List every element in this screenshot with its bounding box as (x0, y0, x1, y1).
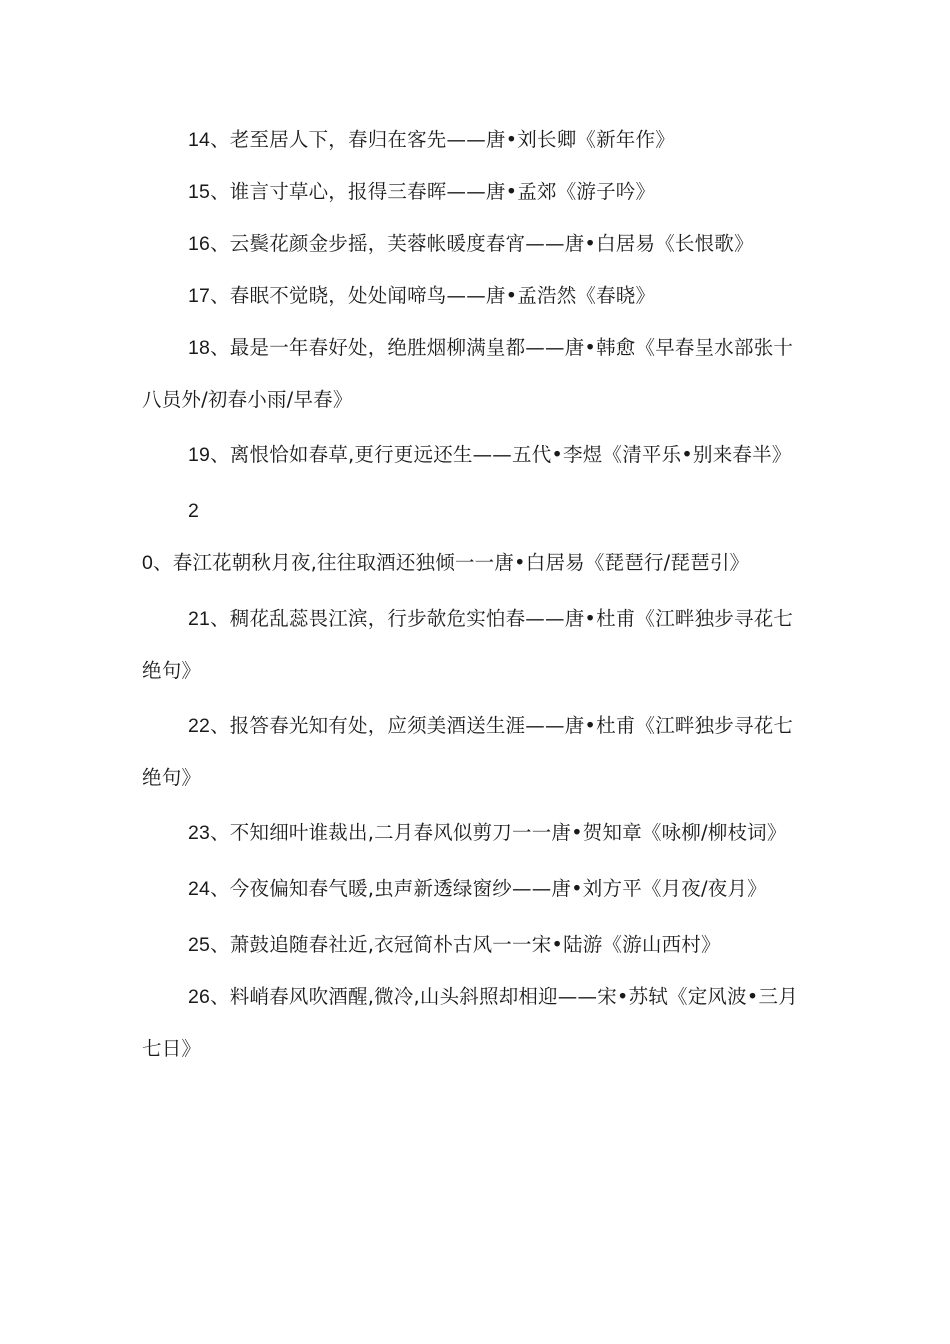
entry-text: 、料峭春风吹酒醒,微冷,山头斜照却相迎——宋•苏轼《定风波•三月七日》 (142, 985, 798, 1060)
poem-entry-21 (142, 593, 806, 696)
entry-number: 17 (188, 285, 211, 307)
entry-number: 19 (188, 444, 211, 466)
entry-text: 、老至居人下，春归在客先——唐•刘长卿《新年作》 (210, 128, 675, 151)
poem-entry-15 (142, 166, 806, 218)
poem-entry-26 (142, 971, 806, 1074)
poem-entry-20 (142, 485, 806, 589)
poem-entry-14 (142, 114, 806, 166)
entry-number: 25 (188, 934, 211, 956)
poem-entry-25 (142, 919, 806, 971)
entry-text: 、稠花乱蕊畏江滨，行步欹危实怕春——唐•杜甫《江畔独步寻花七绝句》 (142, 607, 794, 682)
poem-entry-19 (142, 429, 806, 481)
entry-text: 、春眠不觉晓，处处闻啼鸟——唐•孟浩然《春晓》 (210, 284, 656, 307)
entry-number: 15 (188, 181, 211, 203)
entry-text: 、今夜偏知春气暖,虫声新透绿窗纱——唐•刘方平《月夜/夜月》 (210, 877, 767, 900)
poem-entry-22 (142, 700, 806, 803)
entry-number: 20 (142, 500, 200, 574)
entry-number: 18 (188, 337, 211, 359)
entry-text: 、最是一年春好处，绝胜烟柳满皇都——唐•韩愈《早春呈水部张十八员外/初春小雨/早春》 (142, 336, 794, 411)
entry-text: 、离恨恰如春草,更行更远还生——五代•李煜《清平乐•别来春半》 (210, 443, 792, 466)
entry-number: 16 (188, 233, 211, 255)
entry-text: 、萧鼓追随春社近,衣冠简朴古风一一宋•陆游《游山西村》 (210, 933, 721, 956)
poem-entry-24 (142, 863, 806, 915)
entry-number: 14 (188, 129, 211, 151)
entry-number: 22 (188, 715, 211, 737)
poem-entry-17 (142, 270, 806, 322)
entry-number: 23 (188, 822, 211, 844)
entry-text: 、云鬓花颜金步摇，芙蓉帐暖度春宵——唐•白居易《长恨歌》 (210, 232, 754, 255)
poem-entry-16 (142, 218, 806, 270)
entry-number: 24 (188, 878, 211, 900)
poem-entry-23 (142, 807, 806, 859)
entry-text: 、谁言寸草心，报得三春晖——唐•孟郊《游子吟》 (210, 180, 656, 203)
entry-text: 、春江花朝秋月夜,往往取酒还独倾一一唐•白居易《琵琶行/琵琶引》 (153, 551, 750, 574)
entry-text: 、报答春光知有处，应须美酒送生涯——唐•杜甫《江畔独步寻花七绝句》 (142, 714, 794, 789)
entry-number: 21 (188, 608, 211, 630)
entry-text: 、不知细叶谁裁出,二月春风似剪刀一一唐•贺知章《咏柳/柳枝词》 (210, 821, 787, 844)
poem-list (142, 114, 806, 1074)
entry-number: 26 (188, 986, 211, 1008)
poem-entry-18 (142, 322, 806, 425)
